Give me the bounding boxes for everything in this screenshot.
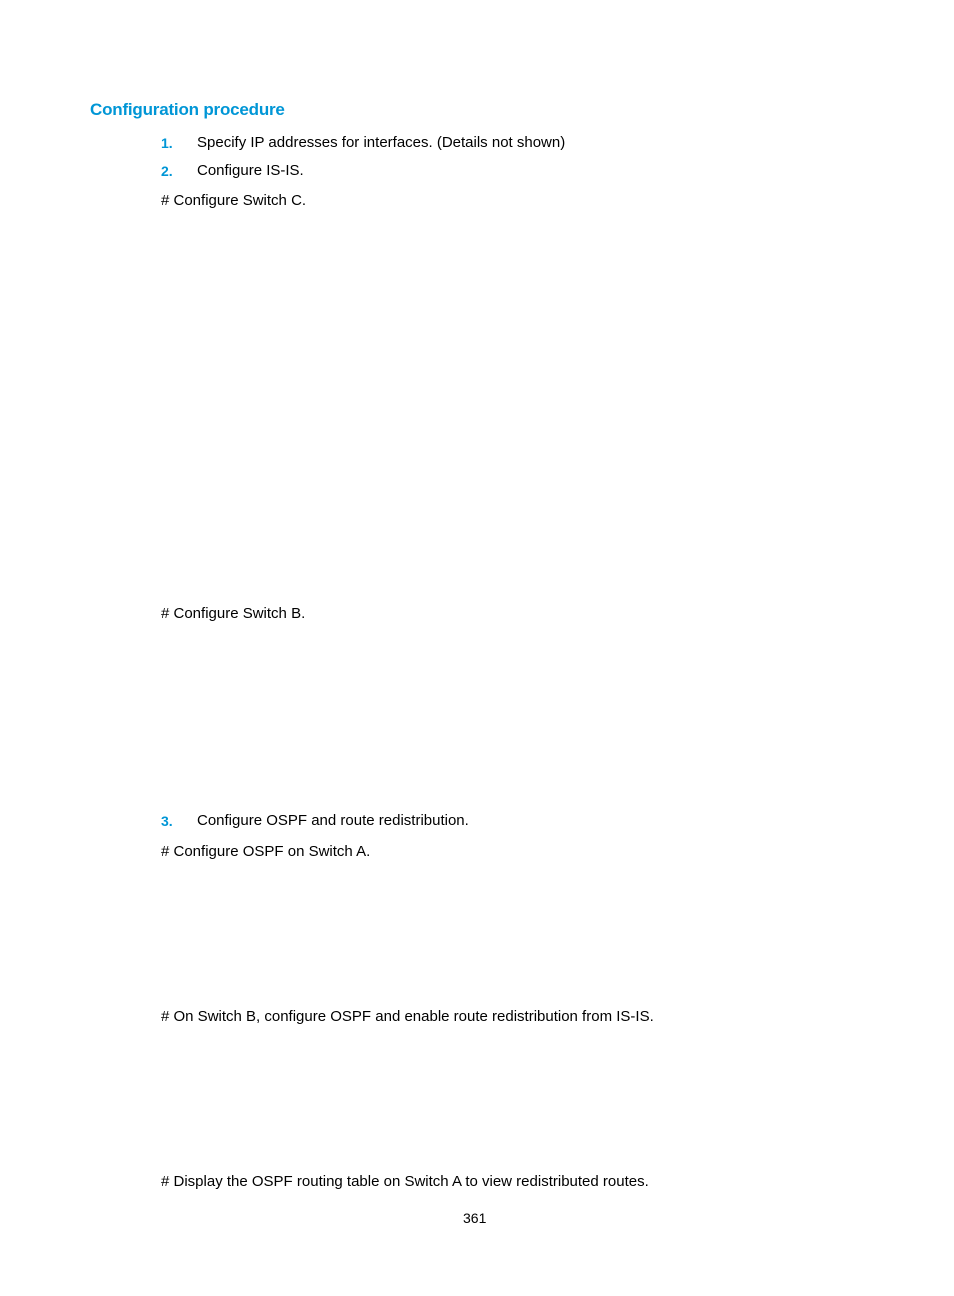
step-text: Specify IP addresses for interfaces. (Details not shown) <box>197 134 566 151</box>
comment-display-ospf-table: # Display the OSPF routing table on Switch A to view redistributed routes. <box>161 1173 649 1190</box>
comment-configure-switch-b: # Configure Switch B. <box>161 605 306 622</box>
comment-configure-switch-c: # Configure Switch C. <box>161 192 307 209</box>
step-number: 2. <box>161 163 173 179</box>
page-number: 361 <box>463 1210 487 1226</box>
step-text: Configure OSPF and route redistribution. <box>197 812 469 829</box>
comment-ospf-switch-b: # On Switch B, configure OSPF and enable route redistribution from IS-IS. <box>161 1008 654 1025</box>
step-number: 3. <box>161 813 173 829</box>
section-heading: Configuration procedure <box>90 100 285 119</box>
step-number: 1. <box>161 135 173 151</box>
comment-configure-ospf-switch-a: # Configure OSPF on Switch A. <box>161 843 371 860</box>
step-text: Configure IS-IS. <box>197 162 304 179</box>
